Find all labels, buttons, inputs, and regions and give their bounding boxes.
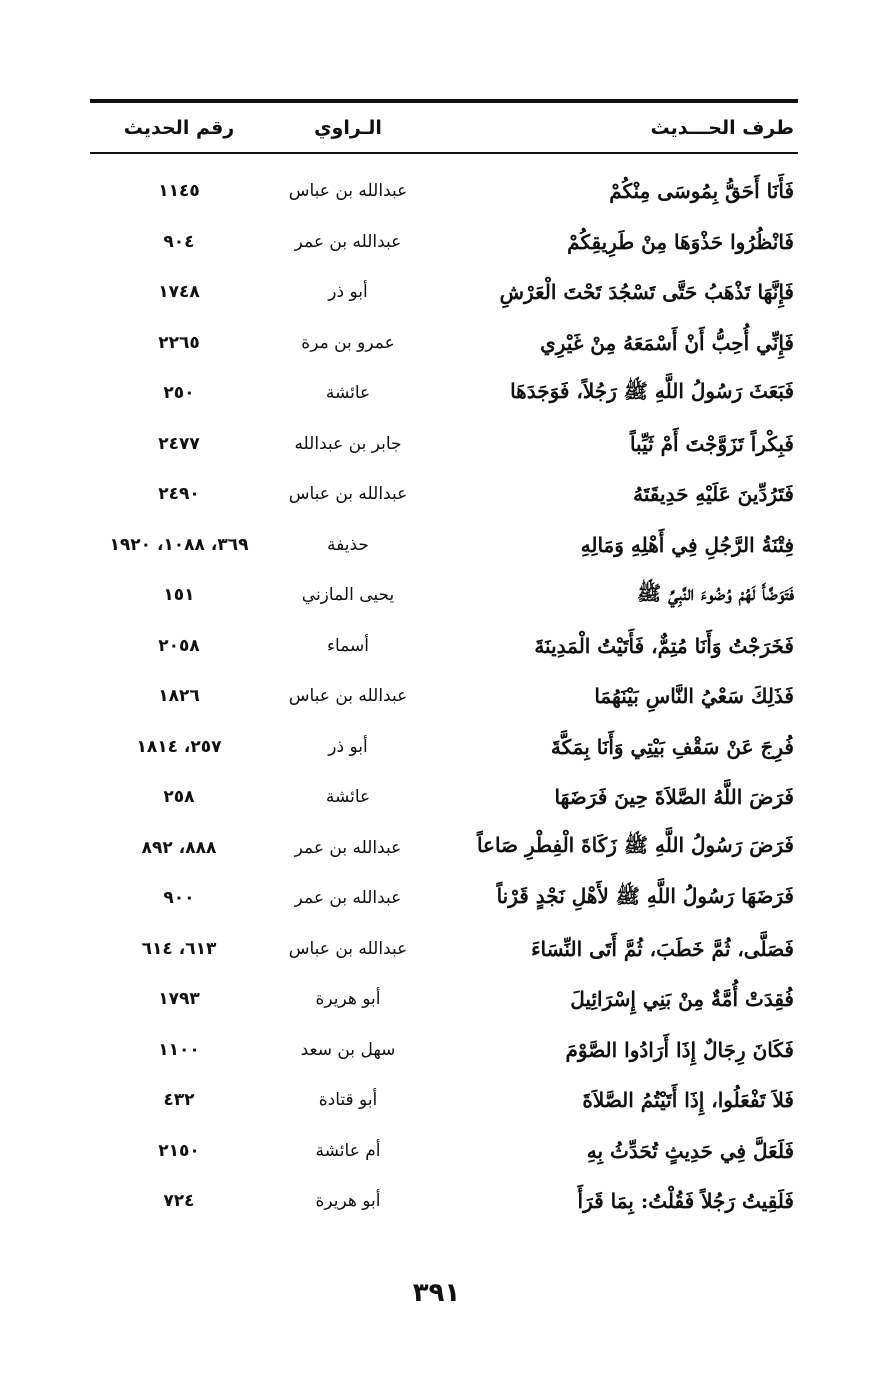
rawi-name: عبدالله بن عباس [288,686,408,707]
rawi-name: يحيى المازني [301,585,395,606]
header-rawi: الـراوي [314,117,382,139]
table-row [90,873,798,924]
hadith-number: ١٨٢٦ [158,686,200,707]
hadith-text: فَتَوَضَّأَ لَهُمْ وُضُوءَ النَّبِيِّ ﷺ [637,580,794,605]
table-row [90,621,798,672]
hadith-text: فَصَلَّى، ثُمَّ خَطَبَ، ثُمَّ أَتَى النِّسَاءَ [531,936,794,961]
rawi-name: عبدالله بن عمر [294,888,402,909]
hadith-number: ٢٠٥٨ [158,635,200,656]
table-row [90,419,798,470]
rawi-name: عبدالله بن عباس [288,181,408,202]
table-row [90,1025,798,1076]
table-row [90,1075,798,1126]
hadith-text: فَبِكْراً تَزَوَّجْتَ أَمْ ثَيِّباً [629,431,794,456]
hadith-number: ٩٠٠ [163,888,195,909]
hadith-number: ١٧٩٣ [158,989,200,1010]
hadith-text: فَلَعَلَّ فِي حَدِيثٍ تُحَدِّثُ بِهِ [586,1138,794,1163]
rawi-name: عبدالله بن عمر [294,837,402,858]
table-row [90,267,798,318]
hadith-number: ٧٢٤ [163,1191,195,1212]
hadith-table [90,166,798,1227]
rawi-name: سهل بن سعد [300,1039,396,1060]
hadith-text: فَتَرُدِّينَ عَلَيْهِ حَدِيقَتَهُ [633,482,794,507]
hadith-number: ٨٨٨، ٨٩٢ [141,837,217,858]
hadith-number: ٢٥٠ [163,383,195,404]
rawi-name: حذيفة [327,534,369,555]
rawi-name: عبدالله بن عباس [288,938,408,959]
table-row [90,924,798,975]
table-row [90,823,798,874]
hadith-text: فَانْظُرُوا حَذْوَهَا مِنْ طَرِيقِكُمْ [567,229,794,254]
rawi-name: عائشة [325,787,371,808]
hadith-number: ٢٤٩٠ [158,484,200,505]
header-rule [90,152,798,154]
hadith-text: فَأَنَا أَحَقُّ بِمُوسَى مِنْكُمْ [609,179,794,204]
table-row [90,722,798,773]
hadith-number: ١١٤٥ [158,181,200,202]
table-row [90,318,798,369]
hadith-text: فُرِجَ عَنْ سَقْفِ بَيْتِي وَأَنَا بِمَكَّةَ [550,734,794,759]
rawi-name: أسماء [327,635,369,656]
rawi-name: أبو هريرة [315,1191,381,1212]
table-row [90,1176,798,1227]
rawi-name: عائشة [325,383,371,404]
table-row [90,217,798,268]
rawi-name: أبو قتادة [318,1090,378,1111]
hadith-number: ٢٥٨ [163,787,195,808]
table-row [90,520,798,571]
hadith-text: فَخَرَجْتُ وَأَنَا مُتِمٌّ، فَأَتَيْتُ الْمَدِينَةَ [534,633,794,658]
hadith-text: فَلاَ تَفْعَلُوا، إِذَا أَتَيْتُمُ الصَّلاَةَ [582,1088,794,1113]
rawi-name: أبو ذر [328,282,368,303]
hadith-number: ٢٤٧٧ [158,433,200,454]
header-hadith: طرف الحـــديث [650,117,794,139]
rawi-name: عمرو بن مرة [301,332,395,353]
hadith-text: فَكَانَ رِجَالٌ إِذَا أَرَادُوا الصَّوْمَ [565,1037,794,1062]
hadith-number: ٦١٣، ٦١٤ [141,938,217,959]
hadith-number: ٢٢٦٥ [158,332,200,353]
table-row [90,570,798,621]
hadith-text: فَبَعَثَ رَسُولُ اللَّهِ ﷺ رَجُلاً، فَوَجَدَهَا [510,378,794,403]
hadith-number: ١٧٤٨ [158,282,200,303]
hadith-number: ٩٠٤ [163,231,195,252]
hadith-number: ٣٦٩، ١٠٨٨، ١٩٢٠ [109,534,249,555]
rawi-name: عبدالله بن عمر [294,231,402,252]
hadith-text: فَإِنِّي أُحِبُّ أَنْ أَسْمَعَهُ مِنْ غَيْرِي [540,330,794,355]
table-row [90,772,798,823]
table-row [90,671,798,722]
table-row [90,368,798,419]
hadith-text: فَذَلِكَ سَعْيُ النَّاسِ بَيْنَهُمَا [594,684,794,709]
table-row [90,469,798,520]
hadith-text: فَرَضَ رَسُولُ اللَّهِ ﷺ زَكَاةَ الْفِطْرِ صَاعاً [476,833,794,858]
hadith-number: ٢٥٧، ١٨١٤ [136,736,222,757]
table-row [90,166,798,217]
table-row [90,1126,798,1177]
table-header [90,108,798,148]
hadith-text: فَرَضَهَا رَسُولُ اللَّهِ ﷺ لأَهْلِ نَجْدٍ قَرْناً [496,883,794,908]
hadith-number: ١١٠٠ [158,1039,200,1060]
hadith-number: ٤٣٢ [163,1090,195,1111]
hadith-text: فِتْنَةُ الرَّجُلِ فِي أَهْلِهِ وَمَالِهِ [580,532,794,557]
header-number: رقم الحديث [123,117,235,139]
page-number: ٣٩١ [412,1278,461,1308]
hadith-text: فَلَقِيتُ رَجُلاً فَقُلْتُ: بِمَا قَرَأَ [577,1189,794,1214]
hadith-number: ١٥١ [163,585,195,606]
rawi-name: عبدالله بن عباس [288,484,408,505]
rawi-name: أبو ذر [328,736,368,757]
top-rule [90,99,798,103]
hadith-number: ٢١٥٠ [158,1140,200,1161]
hadith-text: فَإِنَّهَا تَذْهَبُ حَتَّى تَسْجُدَ تَحْتَ الْعَرْشِ [499,280,794,305]
rawi-name: جابر بن عبدالله [294,433,402,454]
hadith-text: فُقِدَتْ أُمَّةٌ مِنْ بَنِي إِسْرَائِيلَ [570,987,794,1012]
hadith-text: فَرَضَ اللَّهُ الصَّلاَةَ حِينَ فَرَضَهَا [554,785,794,810]
table-row [90,974,798,1025]
rawi-name: أبو هريرة [315,989,381,1010]
rawi-name: أم عائشة [315,1140,381,1161]
